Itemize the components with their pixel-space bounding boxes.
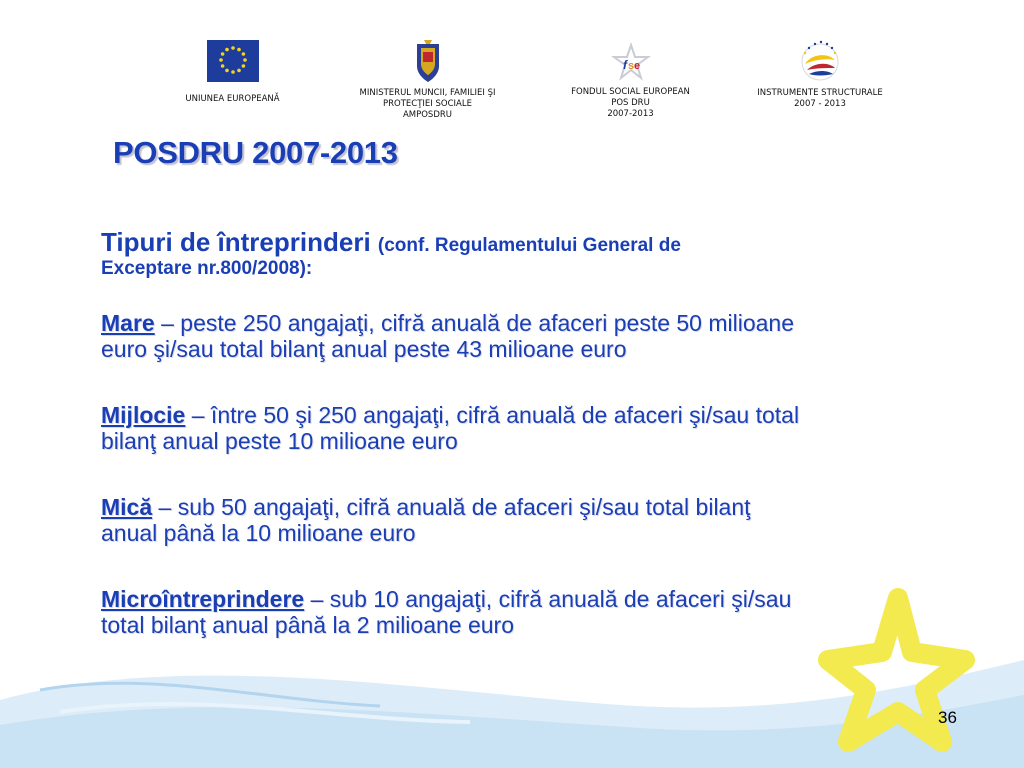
svg-text:f: f bbox=[622, 58, 627, 72]
logo-caption-line: 2007 - 2013 bbox=[794, 99, 846, 109]
logo-caption-line: POS DRU bbox=[611, 98, 650, 108]
logo-caption-line: UNIUNEA EUROPEANĂ bbox=[185, 94, 280, 104]
logo-eu bbox=[170, 38, 295, 105]
instrumente-structurale-logo-icon bbox=[797, 38, 843, 84]
logo-caption-line: FONDUL SOCIAL EUROPEAN bbox=[571, 87, 690, 97]
slide-content bbox=[101, 227, 971, 638]
svg-text:e: e bbox=[633, 60, 640, 72]
logo-caption bbox=[170, 94, 295, 105]
logo-ministry bbox=[340, 38, 515, 121]
item-text: – peste 250 angajaţi, cifră anuală de afaceri peste 50 milioane bbox=[154, 310, 795, 336]
list-item bbox=[101, 494, 971, 546]
logo-caption-line: AMPOSDRU bbox=[402, 110, 453, 120]
item-text: anual până la 10 milioane euro bbox=[101, 520, 416, 546]
page-number: 36 bbox=[938, 708, 957, 727]
eu-flag-icon bbox=[206, 38, 260, 84]
logo-caption-line: MINISTERUL MUNCII, FAMILIEI ŞI bbox=[359, 88, 496, 98]
logo-caption bbox=[745, 88, 895, 110]
item-text: euro şi/sau total bilanţ anual peste 43 milioane euro bbox=[101, 336, 627, 362]
logo-caption bbox=[340, 88, 515, 121]
content-heading bbox=[101, 227, 971, 258]
list-item bbox=[101, 310, 971, 362]
item-text: bilanţ anual peste 10 milioane euro bbox=[101, 428, 458, 454]
heading-paren: (conf. Regulamentului General de bbox=[377, 235, 681, 256]
romanian-coat-of-arms-icon bbox=[413, 38, 443, 84]
list-item bbox=[101, 586, 971, 638]
list-item bbox=[101, 402, 971, 454]
item-text: – sub 50 angajaţi, cifră anuală de afaceri şi/sau total bilanţ bbox=[152, 494, 751, 520]
item-term: Microîntreprindere bbox=[101, 586, 305, 612]
item-text: – între 50 şi 250 angajaţi, cifră anuală de afaceri şi/sau total bbox=[185, 402, 800, 428]
heading-line2: Exceptare nr.800/2008): bbox=[101, 258, 313, 279]
logo-caption-line: 2007-2013 bbox=[607, 109, 654, 119]
fse-logo-icon bbox=[611, 42, 651, 82]
item-term: Mijlocie bbox=[101, 402, 186, 428]
svg-text:s: s bbox=[627, 60, 634, 72]
logo-fse bbox=[558, 42, 703, 120]
item-text: total bilanţ anual până la 2 milioane euro bbox=[101, 612, 515, 638]
item-term: Mare bbox=[101, 310, 155, 336]
logo-caption bbox=[558, 87, 703, 120]
logo-instrumente bbox=[745, 38, 895, 110]
item-term: Mică bbox=[101, 494, 153, 520]
item-text: – sub 10 angajaţi, cifră anuală de afaceri şi/sau bbox=[304, 586, 792, 612]
logo-caption-line: INSTRUMENTE STRUCTURALE bbox=[757, 88, 883, 98]
heading-main: Tipuri de întreprinderi bbox=[101, 227, 371, 257]
logo-caption-line: PROTECŢIEI SOCIALE bbox=[383, 99, 472, 109]
page-title: POSDRU 2007-2013 bbox=[113, 135, 398, 170]
